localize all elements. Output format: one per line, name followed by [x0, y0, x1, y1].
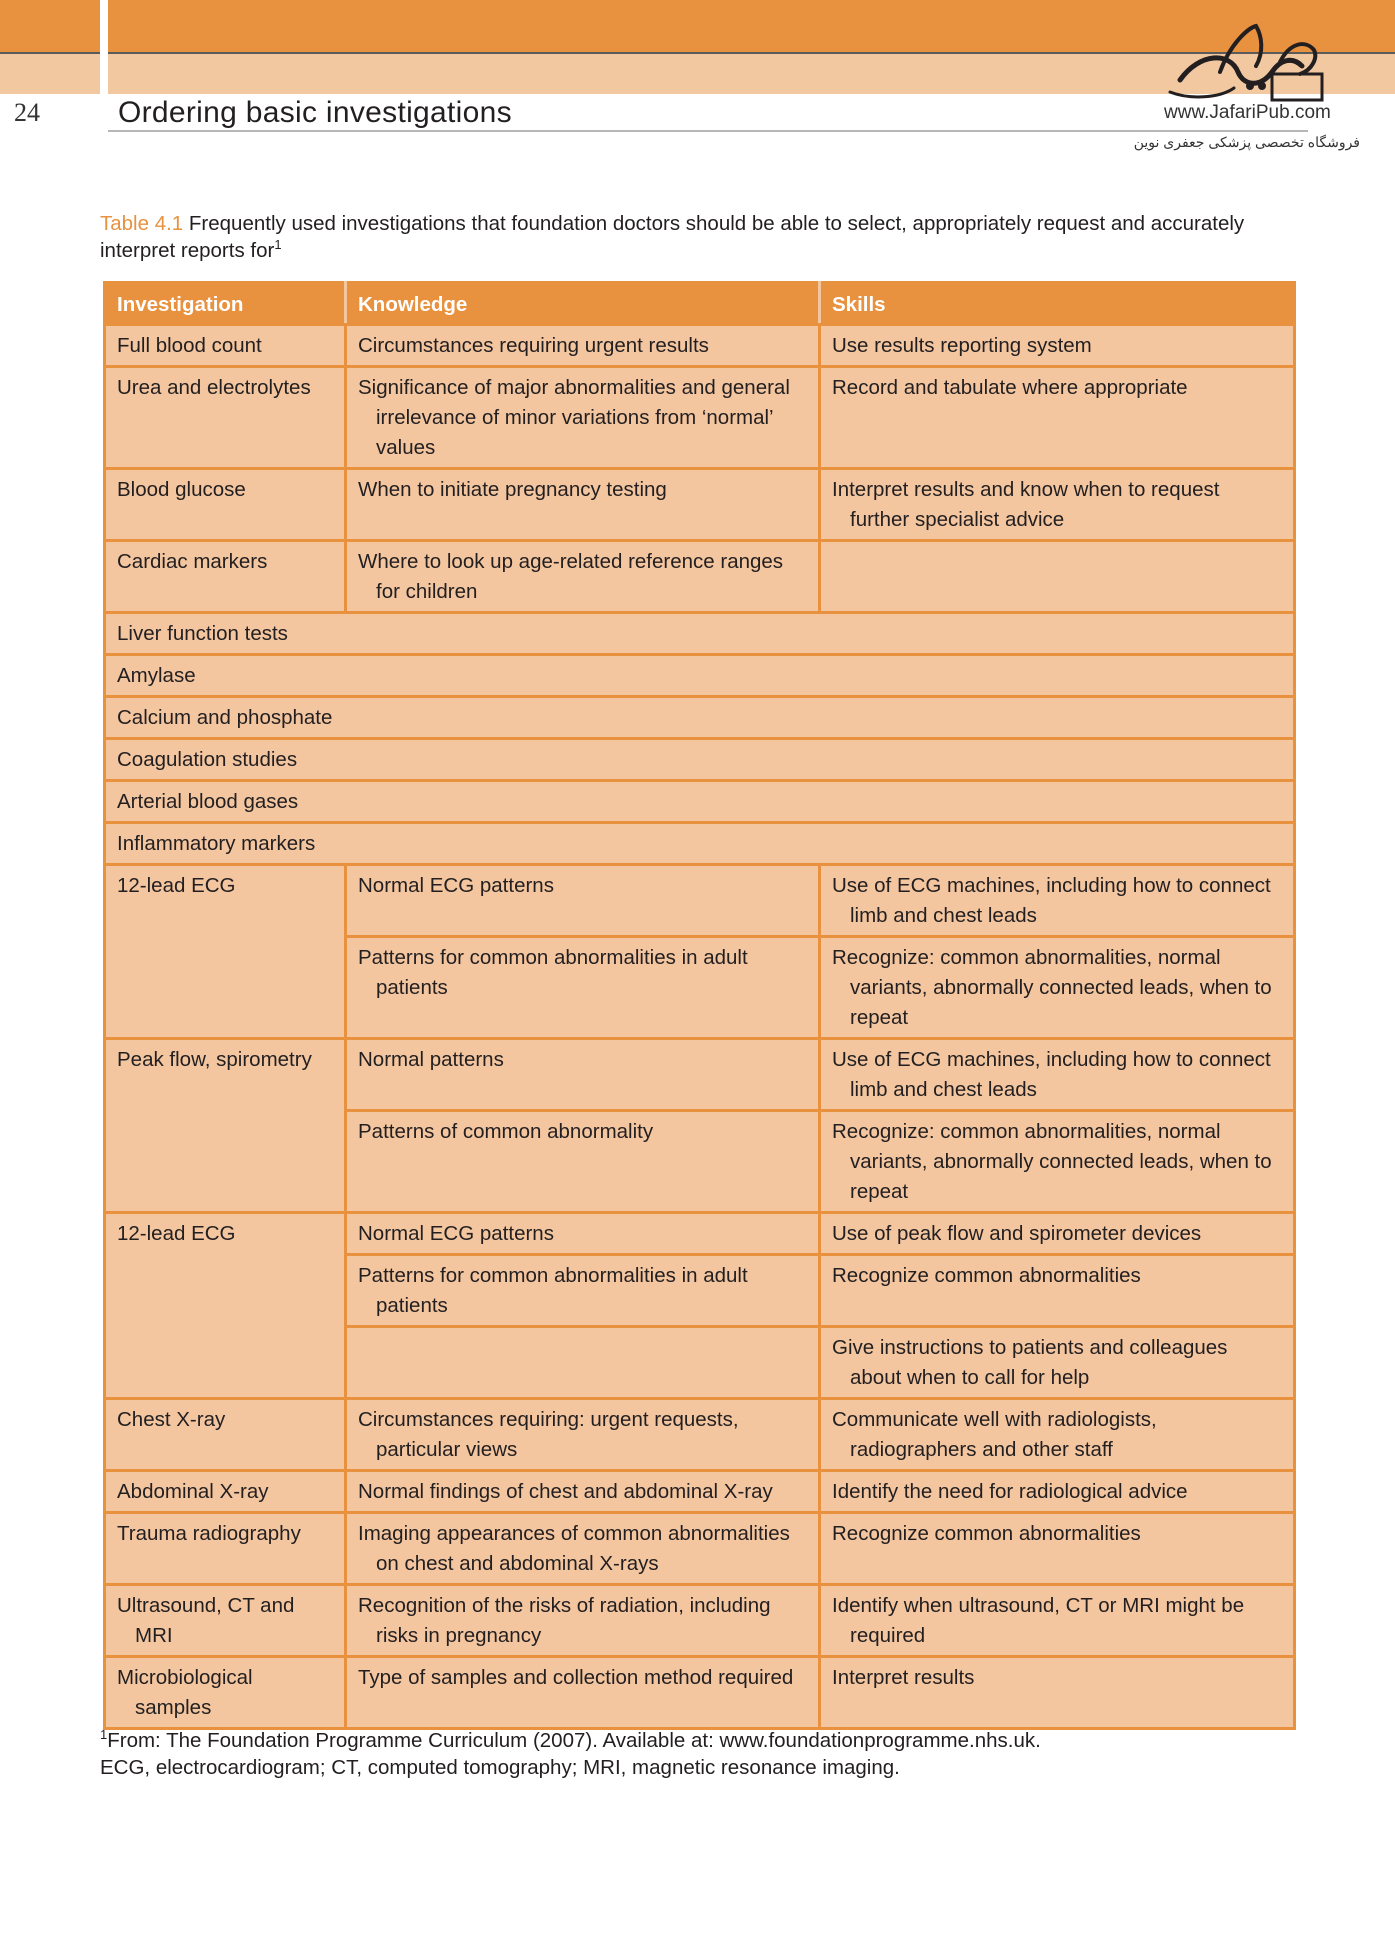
knowledge-cell	[346, 1327, 820, 1399]
knowledge-cell: Patterns for common abnormalities in adult patients	[346, 937, 820, 1039]
investigation-cell: Chest X-ray	[105, 1399, 346, 1471]
footnote-source-text: From: The Foundation Programme Curriculum (2007). Available at: www.foundationprogramme.nhs.uk.	[107, 1729, 1041, 1752]
table-row	[105, 325, 1295, 367]
investigation-cell: Full blood count	[105, 325, 346, 367]
header-knowledge: Knowledge	[346, 283, 820, 325]
footnote-abbreviations: ECG, electrocardiogram; CT, computed tomography; MRI, magnetic resonance imaging.	[100, 1756, 900, 1779]
table-row	[105, 1471, 1295, 1513]
skills-cell: Use results reporting system	[820, 325, 1295, 367]
knowledge-cell: Patterns for common abnormalities in adult patients	[346, 1255, 820, 1327]
table-header-row	[105, 283, 1295, 325]
logo-tagline: فروشگاه تخصصی پزشکی جعفری نوین	[1133, 134, 1360, 150]
knowledge-cell: Significance of major abnormalities and general irrelevance of minor variations from ‘normal’ values	[346, 367, 820, 469]
table-caption	[100, 210, 1290, 264]
running-title: Ordering basic investigations	[118, 96, 512, 129]
table-row	[105, 1039, 1295, 1111]
table-row	[105, 781, 1295, 823]
table-row	[105, 655, 1295, 697]
investigation-cell: Blood glucose	[105, 469, 346, 541]
knowledge-cell: Normal findings of chest and abdominal X-ray	[346, 1471, 820, 1513]
skills-cell: Recognize common abnormalities	[820, 1513, 1295, 1585]
investigation-cell: Microbiological samples	[105, 1657, 346, 1729]
knowledge-cell: Circumstances requiring: urgent requests, particular views	[346, 1399, 820, 1471]
logo-url: www.JafariPub.com	[1164, 102, 1331, 123]
table-label: Table 4.1	[100, 212, 184, 235]
investigation-cell: Arterial blood gases	[105, 781, 1295, 823]
table-row	[105, 1399, 1295, 1471]
caption-footnote-marker: 1	[274, 237, 282, 253]
footnotes	[100, 1727, 1300, 1781]
table-row	[105, 367, 1295, 469]
knowledge-cell: Normal patterns	[346, 1039, 820, 1111]
knowledge-cell: Normal ECG patterns	[346, 1213, 820, 1255]
footnote-marker: 1	[100, 1727, 108, 1743]
skills-cell: Communicate well with radiologists, radiographers and other staff	[820, 1399, 1295, 1471]
knowledge-cell: Where to look up age-related reference ranges for children	[346, 541, 820, 613]
skills-cell: Record and tabulate where appropriate	[820, 367, 1295, 469]
publisher-logo	[1160, 22, 1350, 152]
skills-cell: Identify the need for radiological advice	[820, 1471, 1295, 1513]
page-number: 24	[14, 98, 40, 127]
skills-cell: Use of peak flow and spirometer devices	[820, 1213, 1295, 1255]
investigation-cell: Amylase	[105, 655, 1295, 697]
knowledge-cell: When to initiate pregnancy testing	[346, 469, 820, 541]
table-row	[105, 823, 1295, 865]
header-investigation: Investigation	[105, 283, 346, 325]
table-row	[105, 541, 1295, 613]
investigation-cell: Cardiac markers	[105, 541, 346, 613]
investigation-cell: Liver function tests	[105, 613, 1295, 655]
skills-cell	[820, 541, 1295, 613]
skills-cell: Recognize: common abnormalities, normal variants, abnormally connected leads, when to repeat	[820, 937, 1295, 1039]
investigation-cell: 12-lead ECG	[105, 1213, 346, 1399]
investigation-cell: Peak flow, spirometry	[105, 1039, 346, 1213]
header-underline	[108, 130, 1308, 132]
knowledge-cell: Normal ECG patterns	[346, 865, 820, 937]
knowledge-cell: Patterns of common abnormality	[346, 1111, 820, 1213]
footnote-source	[100, 1727, 1300, 1754]
table-row	[105, 739, 1295, 781]
investigation-cell: Ultrasound, CT and MRI	[105, 1585, 346, 1657]
table-row	[105, 1213, 1295, 1255]
table-row	[105, 469, 1295, 541]
skills-cell: Interpret results and know when to request further specialist advice	[820, 469, 1295, 541]
table-row	[105, 1585, 1295, 1657]
investigation-cell: Inflammatory markers	[105, 823, 1295, 865]
table-row	[105, 697, 1295, 739]
caption-text: Frequently used investigations that foundation doctors should be able to select, appropriately request and accurately interpret reports for	[100, 212, 1245, 262]
table-row	[105, 613, 1295, 655]
knowledge-cell: Type of samples and collection method required	[346, 1657, 820, 1729]
investigation-cell: Calcium and phosphate	[105, 697, 1295, 739]
skills-cell: Recognize: common abnormalities, normal variants, abnormally connected leads, when to repeat	[820, 1111, 1295, 1213]
skills-cell: Identify when ultrasound, CT or MRI might be required	[820, 1585, 1295, 1657]
knowledge-cell: Circumstances requiring urgent results	[346, 325, 820, 367]
investigation-cell: Abdominal X-ray	[105, 1471, 346, 1513]
investigation-cell: Coagulation studies	[105, 739, 1295, 781]
skills-cell: Interpret results	[820, 1657, 1295, 1729]
investigation-cell: 12-lead ECG	[105, 865, 346, 1039]
knowledge-cell: Imaging appearances of common abnormalities on chest and abdominal X-rays	[346, 1513, 820, 1585]
calligraphy-logo-icon	[1160, 22, 1330, 102]
folio-divider	[100, 0, 108, 132]
skills-cell: Use of ECG machines, including how to connect limb and chest leads	[820, 865, 1295, 937]
header-skills: Skills	[820, 283, 1295, 325]
skills-cell: Use of ECG machines, including how to connect limb and chest leads	[820, 1039, 1295, 1111]
investigations-table	[103, 281, 1296, 1730]
table-row	[105, 1513, 1295, 1585]
knowledge-cell: Recognition of the risks of radiation, including risks in pregnancy	[346, 1585, 820, 1657]
table-row	[105, 865, 1295, 937]
table-row	[105, 1657, 1295, 1729]
skills-cell: Give instructions to patients and colleagues about when to call for help	[820, 1327, 1295, 1399]
skills-cell: Recognize common abnormalities	[820, 1255, 1295, 1327]
investigation-cell: Urea and electrolytes	[105, 367, 346, 469]
investigation-cell: Trauma radiography	[105, 1513, 346, 1585]
